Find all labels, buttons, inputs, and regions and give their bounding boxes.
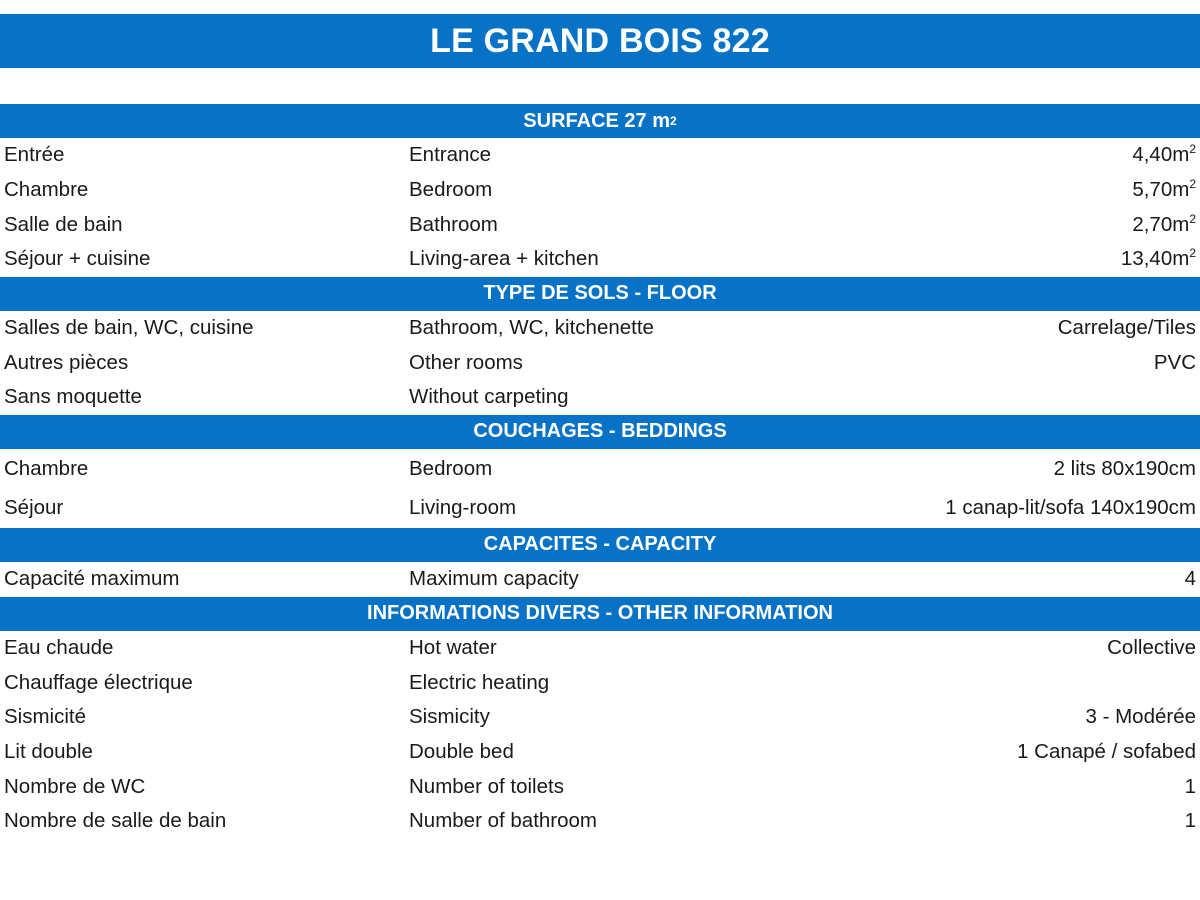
row-label-fr: Eau chaude [4, 635, 114, 659]
property-sheet [0, 104, 1200, 839]
row-value-text: 13,40m [1120, 247, 1190, 271]
row-label-en: Double bed [409, 739, 514, 763]
table-row [0, 700, 1200, 735]
table-row [0, 173, 1200, 208]
table-row [0, 488, 1200, 528]
row-label-fr: Chambre [4, 456, 89, 480]
row-label-en: Living-area + kitchen [409, 247, 599, 271]
row-label-en: Sismicity [409, 705, 490, 729]
row-value: 3 - Modérée [1085, 705, 1196, 729]
row-value-sup: 2 [1189, 246, 1196, 261]
table-row [0, 631, 1200, 666]
row-value: 1 canap-lit/sofa 140x190cm [945, 496, 1196, 520]
row-label-en: Bedroom [409, 178, 493, 202]
row-label-en: Bathroom, WC, kitchenette [409, 316, 654, 340]
table-row [0, 769, 1200, 804]
table-row [0, 345, 1200, 380]
page-title: LE GRAND BOIS 822 [0, 14, 1200, 68]
row-label-fr: Sismicité [4, 705, 87, 729]
table-row [0, 380, 1200, 415]
row-label-en: Bathroom [409, 212, 498, 236]
row-value: PVC [1153, 350, 1196, 374]
table-row [0, 449, 1200, 489]
row-label-fr: Chauffage électrique [4, 670, 193, 694]
section-header-floor: TYPE DE SOLS - FLOOR [0, 277, 1200, 311]
row-label-fr: Séjour [4, 496, 64, 520]
row-value [1132, 178, 1196, 202]
row-label-en: Without carpeting [409, 385, 569, 409]
row-value: Collective [1107, 635, 1196, 659]
table-row [0, 665, 1200, 700]
row-value-text: 4,40m [1132, 143, 1190, 167]
row-value [1121, 247, 1196, 271]
row-label-en: Bedroom [409, 456, 493, 480]
row-label-en: Other rooms [409, 350, 523, 374]
row-label-fr: Séjour + cuisine [4, 247, 151, 271]
row-label-en: Number of toilets [409, 774, 564, 798]
row-label-en: Entrance [409, 143, 492, 167]
section-header-surface-text: SURFACE 27 m [523, 109, 671, 132]
section-header-other-information: INFORMATIONS DIVERS - OTHER INFORMATION [0, 597, 1200, 631]
table-row [0, 735, 1200, 770]
table-row [0, 562, 1200, 597]
row-value: Carrelage/Tiles [1057, 316, 1196, 340]
section-header-capacity: CAPACITES - CAPACITY [0, 528, 1200, 562]
row-label-en: Number of bathroom [409, 809, 598, 833]
row-value-text: 2,70m [1132, 212, 1190, 236]
table-row [0, 242, 1200, 277]
row-label-fr: Salle de bain [4, 212, 123, 236]
row-label-fr: Capacité maximum [4, 567, 180, 591]
row-value: 1 Canapé / sofabed [1017, 739, 1196, 763]
row-value-sup: 2 [1189, 142, 1196, 157]
table-row [0, 207, 1200, 242]
row-label-fr: Nombre de WC [4, 774, 146, 798]
row-label-fr: Nombre de salle de bain [4, 809, 227, 833]
table-row [0, 804, 1200, 839]
row-label-fr: Lit double [4, 739, 93, 763]
table-row [0, 311, 1200, 346]
row-label-fr: Chambre [4, 178, 89, 202]
row-value-text: 5,70m [1132, 178, 1190, 202]
row-label-fr: Autres pièces [4, 350, 129, 374]
row-value: 2 lits 80x190cm [1053, 456, 1196, 480]
row-value [1132, 213, 1196, 237]
row-label-fr: Sans moquette [4, 385, 142, 409]
table-row [0, 138, 1200, 173]
row-value: 4 [1184, 567, 1196, 591]
section-header-surface: SURFACE 27 m 2 [0, 104, 1200, 138]
row-label-fr: Entrée [4, 143, 65, 167]
row-label-en: Electric heating [409, 670, 550, 694]
row-label-fr: Salles de bain, WC, cuisine [4, 316, 254, 340]
row-value-sup: 2 [1189, 211, 1196, 226]
row-value [1132, 143, 1196, 167]
row-value: 1 [1184, 809, 1196, 833]
row-label-en: Maximum capacity [409, 567, 579, 591]
section-header-beddings: COUCHAGES - BEDDINGS [0, 415, 1200, 449]
row-label-en: Living-room [409, 496, 517, 520]
row-value: 1 [1184, 774, 1196, 798]
row-value-sup: 2 [1189, 177, 1196, 192]
row-label-en: Hot water [409, 635, 497, 659]
